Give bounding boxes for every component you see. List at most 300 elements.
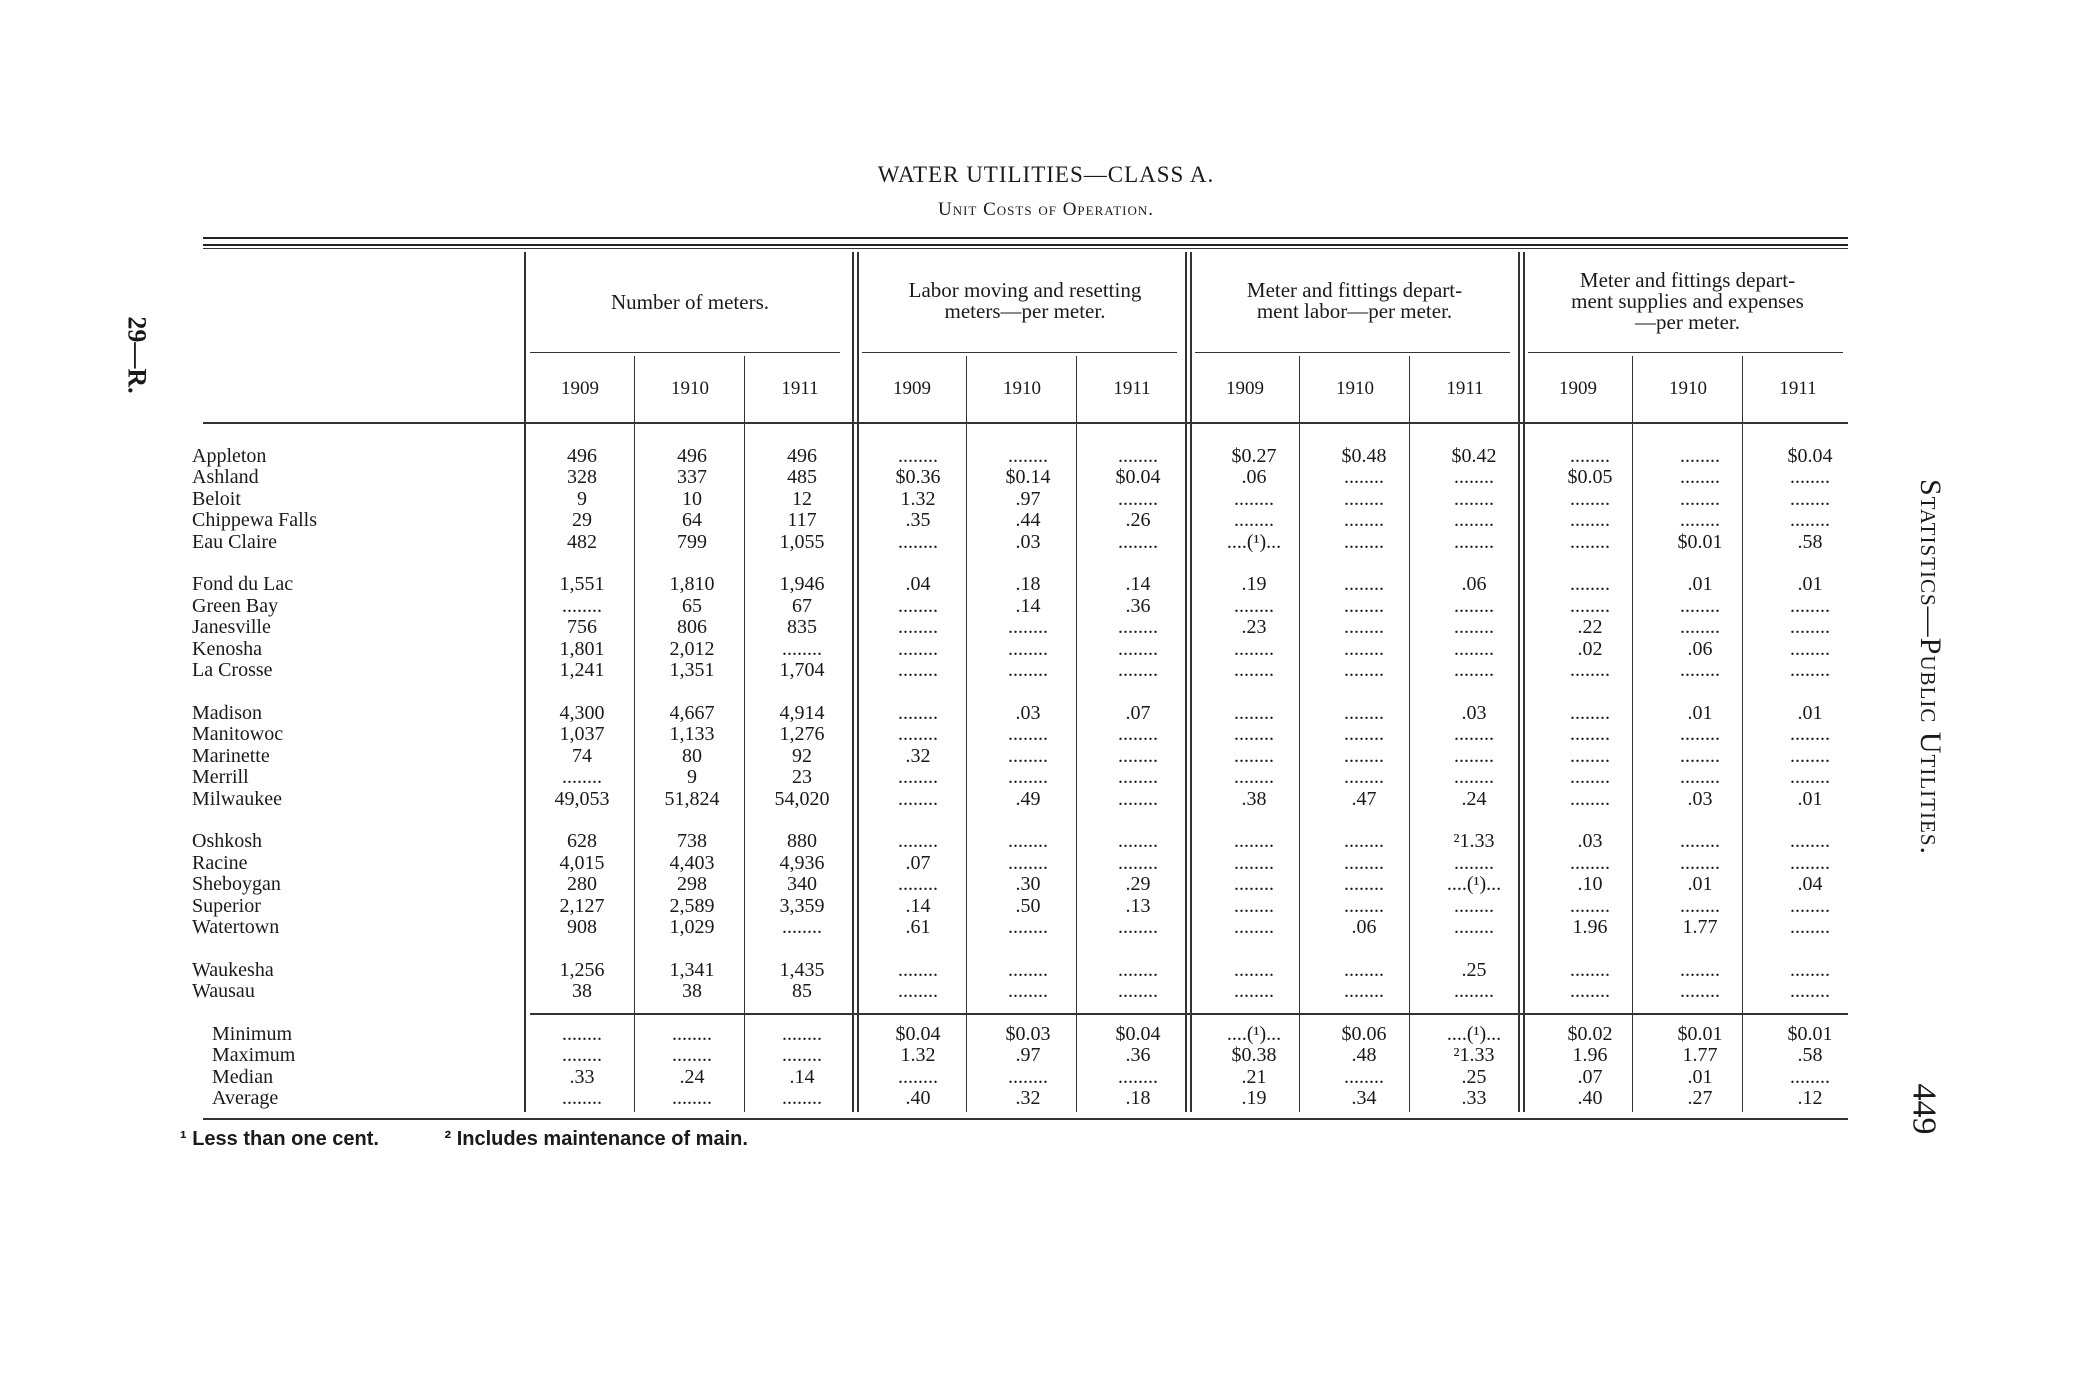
table-cell: ........ — [898, 659, 938, 682]
table-cell: .25 — [1461, 958, 1487, 981]
table-cell: 4,667 — [669, 701, 715, 724]
table-cell: ........ — [1680, 594, 1720, 617]
header-line: Meter and fittings depart- — [1579, 268, 1796, 292]
table-cell: .33 — [569, 1065, 595, 1088]
row-label: Madison — [192, 701, 262, 724]
table-cell: .19 — [1241, 1087, 1267, 1110]
table-cell: ........ — [1344, 530, 1384, 553]
year-label: 1910 — [1669, 378, 1707, 399]
table-cell: ........ — [1344, 616, 1384, 639]
table-row — [192, 852, 1865, 874]
table-cell: ........ — [1454, 723, 1494, 746]
table-cell: ........ — [1118, 958, 1158, 981]
table-cell: ........ — [562, 766, 602, 789]
table-cell: ........ — [1790, 487, 1830, 510]
group-spacer — [192, 1002, 1865, 1023]
table-cell: ........ — [1454, 487, 1494, 510]
table-cell: 49,053 — [554, 787, 610, 810]
table-cell: 4,300 — [559, 701, 605, 724]
table-row — [192, 702, 1865, 724]
side-label-left-text: 29—R. — [122, 316, 152, 394]
page-number — [1905, 1083, 1948, 1135]
table-cell: ........ — [898, 787, 938, 810]
table-cell: ........ — [1008, 766, 1048, 789]
table-cell: ........ — [1008, 723, 1048, 746]
table-cell: ........ — [1008, 916, 1048, 939]
table-cell: 1.96 — [1572, 1044, 1608, 1067]
table-cell: ........ — [898, 616, 938, 639]
table-cell: ........ — [672, 1044, 712, 1067]
table-cell: ........ — [1344, 851, 1384, 874]
table-cell: ........ — [1234, 744, 1274, 767]
table-cell: ........ — [1008, 659, 1048, 682]
table-cell: ........ — [1118, 659, 1158, 682]
top-rule-2 — [203, 244, 1848, 246]
year-label: 1910 — [671, 378, 709, 399]
group-spacer — [192, 681, 1865, 702]
table-cell: ........ — [1344, 659, 1384, 682]
table-cell: ²1.33 — [1453, 1044, 1495, 1067]
table-cell: ........ — [1570, 980, 1610, 1003]
table-cell: ........ — [562, 594, 602, 617]
table-cell: ........ — [1790, 466, 1830, 489]
table-cell: .34 — [1351, 1087, 1377, 1110]
table-cell: .13 — [1125, 894, 1151, 917]
table-cell: ........ — [1008, 980, 1048, 1003]
table-cell: .97 — [1015, 1044, 1041, 1067]
row-label: Superior — [192, 894, 261, 917]
table-cell: 880 — [787, 830, 817, 853]
table-cell: 3,359 — [779, 894, 825, 917]
table-cell: ........ — [1234, 851, 1274, 874]
table-cell: ........ — [1118, 830, 1158, 853]
table-cell: 1,029 — [669, 916, 715, 939]
group-underline — [1195, 352, 1510, 353]
table-cell: ........ — [1008, 830, 1048, 853]
table-cell: .23 — [1241, 616, 1267, 639]
table-cell: 64 — [682, 509, 702, 532]
bottom-rule — [203, 1118, 1848, 1120]
table-row — [192, 745, 1865, 767]
table-cell: ........ — [1570, 851, 1610, 874]
table-cell: .19 — [1241, 573, 1267, 596]
table-cell: 756 — [567, 616, 597, 639]
table-cell: ........ — [1454, 744, 1494, 767]
year-label: 1909 — [1559, 378, 1597, 399]
table-cell: ........ — [1118, 1065, 1158, 1088]
table-row — [192, 959, 1865, 981]
table-cell: .07 — [905, 851, 931, 874]
table-cell: ........ — [1344, 509, 1384, 532]
table-cell: ........ — [1008, 958, 1048, 981]
table-cell: ........ — [1790, 851, 1830, 874]
table-cell: .14 — [789, 1065, 815, 1088]
table-cell: 2,127 — [559, 894, 605, 917]
side-label-left — [118, 316, 178, 400]
table-cell: 1.32 — [900, 487, 936, 510]
table-cell: ........ — [1570, 766, 1610, 789]
row-label: Marinette — [192, 744, 270, 767]
header-line: Meter and fittings depart- — [1246, 278, 1463, 302]
table-cell: ........ — [1234, 916, 1274, 939]
page-number-text: 449 — [1905, 1083, 1943, 1135]
table-cell: ........ — [562, 1044, 602, 1067]
table-cell: .24 — [679, 1065, 705, 1088]
table-cell: ........ — [1570, 958, 1610, 981]
table-row — [192, 981, 1865, 1003]
table-cell: ........ — [672, 1022, 712, 1045]
table-cell: .18 — [1015, 573, 1041, 596]
table-cell: .01 — [1797, 787, 1823, 810]
year-label: 1909 — [1226, 378, 1264, 399]
table-cell: $0.06 — [1341, 1022, 1387, 1045]
table-row — [192, 660, 1865, 682]
header-fittings-labor — [1192, 280, 1517, 322]
table-cell: ........ — [1118, 487, 1158, 510]
table-cell: ........ — [1454, 766, 1494, 789]
table-cell: ........ — [1008, 1065, 1048, 1088]
table-cell: ....(¹)... — [1226, 530, 1282, 553]
table-cell: ........ — [1234, 873, 1274, 896]
table-cell: ........ — [1570, 444, 1610, 467]
year-label: 1911 — [781, 378, 819, 399]
table-cell: 835 — [787, 616, 817, 639]
table-cell: ........ — [1344, 980, 1384, 1003]
table-cell: ........ — [1790, 723, 1830, 746]
table-cell: $0.36 — [895, 466, 941, 489]
table-cell: ........ — [1008, 616, 1048, 639]
table-cell: .04 — [1797, 873, 1823, 896]
group-spacer — [192, 553, 1865, 574]
table-cell: .35 — [905, 509, 931, 532]
header-line: —per meter. — [1635, 310, 1740, 334]
table-cell: ........ — [1680, 744, 1720, 767]
table-cell: ........ — [1680, 723, 1720, 746]
table-cell: ........ — [1570, 744, 1610, 767]
table-cell: ........ — [1234, 723, 1274, 746]
table-cell: ........ — [898, 958, 938, 981]
row-label: Ashland — [192, 466, 259, 489]
table-cell: ........ — [1790, 659, 1830, 682]
table-cell: ........ — [898, 873, 938, 896]
table-cell: ........ — [1234, 509, 1274, 532]
table-cell: .04 — [905, 573, 931, 596]
table-cell: $0.04 — [895, 1022, 941, 1045]
table-row — [192, 488, 1865, 510]
table-row — [192, 1066, 1865, 1088]
table-cell: ........ — [898, 1065, 938, 1088]
table-cell: ........ — [1680, 830, 1720, 853]
table-cell: .07 — [1577, 1065, 1603, 1088]
year-label: 1909 — [561, 378, 599, 399]
table-cell: 4,015 — [559, 851, 605, 874]
table-cell: ........ — [1234, 487, 1274, 510]
table-cell: ²1.33 — [1453, 830, 1495, 853]
table-cell: .40 — [1577, 1087, 1603, 1110]
table-cell: ........ — [1680, 851, 1720, 874]
table-cell: ........ — [1680, 766, 1720, 789]
table-cell: ........ — [1344, 594, 1384, 617]
table-cell: 1,055 — [779, 530, 825, 553]
header-number-of-meters — [530, 292, 850, 313]
table-cell: ........ — [1680, 466, 1720, 489]
table-cell: .36 — [1125, 1044, 1151, 1067]
table-cell: ....(¹)... — [1446, 1022, 1502, 1045]
table-cell: ........ — [1454, 659, 1494, 682]
table-row — [192, 917, 1865, 939]
header-line: meters—per meter. — [944, 299, 1106, 323]
page-subtitle: Unit Costs of Operation. — [937, 199, 1155, 220]
table-cell: .24 — [1461, 787, 1487, 810]
top-rule-3 — [203, 248, 1848, 249]
table-cell: 298 — [677, 873, 707, 896]
table-cell: ........ — [782, 1022, 822, 1045]
table-cell: 496 — [567, 444, 597, 467]
table-cell: $0.04 — [1115, 466, 1161, 489]
table-cell: 38 — [682, 980, 702, 1003]
running-head-text: Statistics—Public Utilities. — [1914, 479, 1947, 855]
table-cell: ........ — [1008, 637, 1048, 660]
table-cell: ........ — [1680, 958, 1720, 981]
table-cell: 496 — [677, 444, 707, 467]
table-cell: .32 — [1015, 1087, 1041, 1110]
table-cell: ........ — [1570, 787, 1610, 810]
table-cell: ........ — [1118, 980, 1158, 1003]
table-cell: .07 — [1125, 701, 1151, 724]
table-cell: .01 — [1687, 701, 1713, 724]
table-cell: ........ — [898, 594, 938, 617]
table-cell: 54,020 — [774, 787, 830, 810]
table-cell: ........ — [898, 766, 938, 789]
table-cell: ........ — [1344, 701, 1384, 724]
table-cell: ........ — [898, 723, 938, 746]
row-label: Beloit — [192, 487, 241, 510]
table-cell: ........ — [1790, 958, 1830, 981]
group-spacer — [192, 938, 1865, 959]
table-cell: .26 — [1125, 509, 1151, 532]
table-cell: ........ — [898, 830, 938, 853]
spacer-cell — [192, 810, 1865, 831]
table-cell: 806 — [677, 616, 707, 639]
table-cell: 23 — [792, 766, 812, 789]
table-cell: .40 — [905, 1087, 931, 1110]
table-cell: 67 — [792, 594, 812, 617]
table-cell: ........ — [1570, 701, 1610, 724]
table-cell: 1,037 — [559, 723, 605, 746]
table-cell: 1,341 — [669, 958, 715, 981]
table-cell: .12 — [1797, 1087, 1823, 1110]
row-label: Chippewa Falls — [192, 509, 317, 532]
table-cell: ........ — [1344, 723, 1384, 746]
table-cell: ........ — [1344, 894, 1384, 917]
table-cell: .06 — [1241, 466, 1267, 489]
table-cell: ........ — [1454, 980, 1494, 1003]
table-cell: 1,133 — [669, 723, 715, 746]
table-cell: ........ — [898, 701, 938, 724]
row-label: Merrill — [192, 766, 249, 789]
table-cell: ........ — [1790, 830, 1830, 853]
table-cell: ........ — [1680, 487, 1720, 510]
table-row — [192, 595, 1865, 617]
table-cell: .36 — [1125, 594, 1151, 617]
row-label: Green Bay — [192, 594, 279, 617]
table-cell: .01 — [1797, 573, 1823, 596]
table-cell: .61 — [905, 916, 931, 939]
table-cell: ........ — [1234, 637, 1274, 660]
table-cell: .29 — [1125, 873, 1151, 896]
table-cell: ........ — [1680, 659, 1720, 682]
header-fittings-supplies — [1525, 270, 1850, 333]
table-cell: 482 — [567, 530, 597, 553]
row-label: Waukesha — [192, 958, 274, 981]
row-label: Manitowoc — [192, 723, 284, 746]
group-underline — [530, 352, 840, 353]
table-cell: 1,276 — [779, 723, 825, 746]
table-cell: 799 — [677, 530, 707, 553]
table-cell: .03 — [1015, 530, 1041, 553]
table-cell: $0.04 — [1115, 1022, 1161, 1045]
table-cell: ........ — [898, 444, 938, 467]
table-cell: .03 — [1461, 701, 1487, 724]
table-cell: $0.04 — [1787, 444, 1833, 467]
table-cell: 92 — [792, 744, 812, 767]
table-row — [192, 788, 1865, 810]
row-label: Wausau — [192, 980, 255, 1003]
header-line: ment supplies and expenses — [1571, 289, 1804, 313]
table-cell: ........ — [1234, 594, 1274, 617]
table-cell: ....(¹)... — [1226, 1022, 1282, 1045]
table-row — [192, 874, 1865, 896]
table-cell: 1,551 — [559, 573, 605, 596]
table-cell: 38 — [572, 980, 592, 1003]
table-cell: ........ — [562, 1022, 602, 1045]
header-line: Labor moving and resetting — [908, 278, 1142, 302]
table-cell: ........ — [782, 1044, 822, 1067]
row-label: Average — [212, 1087, 279, 1110]
table-row — [192, 574, 1865, 596]
table-cell: 9 — [577, 487, 587, 510]
table-cell: $0.38 — [1231, 1044, 1277, 1067]
table-row — [192, 895, 1865, 917]
year-label: 1910 — [1336, 378, 1374, 399]
table-cell: ........ — [1790, 894, 1830, 917]
table-cell: ........ — [1344, 766, 1384, 789]
header-bottom-rule — [203, 422, 1848, 424]
table-cell: ........ — [898, 637, 938, 660]
row-label: Racine — [192, 851, 248, 874]
table-cell: ........ — [898, 530, 938, 553]
table-cell: ........ — [1234, 659, 1274, 682]
table-cell: ........ — [1344, 830, 1384, 853]
table-cell: ........ — [1008, 744, 1048, 767]
table-cell: ........ — [1680, 616, 1720, 639]
table-cell: .06 — [1461, 573, 1487, 596]
year-label: 1911 — [1113, 378, 1151, 399]
row-label: Fond du Lac — [192, 573, 294, 596]
table-cell: ........ — [1118, 787, 1158, 810]
table-cell: ........ — [1790, 980, 1830, 1003]
table-cell: 337 — [677, 466, 707, 489]
table-cell: ........ — [1008, 444, 1048, 467]
row-label: Janesville — [192, 616, 271, 639]
table-cell: ........ — [672, 1087, 712, 1110]
table-cell: ........ — [1118, 766, 1158, 789]
table-row — [192, 617, 1865, 639]
table-cell: ........ — [1790, 916, 1830, 939]
table-cell: 1.77 — [1682, 916, 1718, 939]
table-cell: ........ — [1344, 466, 1384, 489]
table-cell: .58 — [1797, 530, 1823, 553]
table-row — [192, 767, 1865, 789]
row-label: Oshkosh — [192, 830, 263, 853]
table-cell: .22 — [1577, 616, 1603, 639]
table-cell: 1,351 — [669, 659, 715, 682]
table-cell: ........ — [1454, 594, 1494, 617]
table-cell: ........ — [1790, 509, 1830, 532]
group-underline — [862, 352, 1177, 353]
row-label: Kenosha — [192, 637, 262, 660]
running-head — [1900, 430, 1960, 910]
table-cell: 1,946 — [779, 573, 825, 596]
table-cell: 74 — [572, 744, 592, 767]
table-cell: ........ — [1344, 958, 1384, 981]
table-cell: .97 — [1015, 487, 1041, 510]
table-cell: 4,936 — [779, 851, 825, 874]
page-title: WATER UTILITIES—CLASS A. — [877, 162, 1215, 187]
table-cell: ........ — [782, 637, 822, 660]
table-cell: ........ — [1680, 980, 1720, 1003]
table-cell: ........ — [1454, 851, 1494, 874]
table-cell: 65 — [682, 594, 702, 617]
table-cell: 10 — [682, 487, 702, 510]
table-cell: ........ — [1454, 466, 1494, 489]
group-underline — [1528, 352, 1843, 353]
table-cell: ........ — [562, 1087, 602, 1110]
table-cell: .33 — [1461, 1087, 1487, 1110]
table-cell: ........ — [1234, 958, 1274, 981]
table-cell: $0.01 — [1787, 1022, 1833, 1045]
table-cell: ........ — [782, 916, 822, 939]
table-cell: 2,589 — [669, 894, 715, 917]
top-rule-1 — [203, 237, 1848, 239]
year-label: 1911 — [1446, 378, 1484, 399]
table-cell: 1,704 — [779, 659, 825, 682]
table-cell: $0.48 — [1341, 444, 1387, 467]
table-cell: ........ — [1344, 573, 1384, 596]
table-cell: 2,012 — [669, 637, 715, 660]
year-label: 1911 — [1779, 378, 1817, 399]
table-cell: ........ — [1344, 487, 1384, 510]
spacer-cell — [192, 553, 1865, 574]
table-cell: $0.01 — [1677, 1022, 1723, 1045]
table-cell: 738 — [677, 830, 707, 853]
table-cell: 1,810 — [669, 573, 715, 596]
table-row — [192, 1045, 1865, 1067]
table-cell: .06 — [1687, 637, 1713, 660]
table-cell: ........ — [782, 1087, 822, 1110]
table-cell: 1.96 — [1572, 916, 1608, 939]
table-cell: 1,801 — [559, 637, 605, 660]
table-cell: ........ — [1454, 916, 1494, 939]
table-cell: ........ — [1118, 851, 1158, 874]
spacer-cell — [192, 681, 1865, 702]
spacer-cell — [192, 938, 1865, 959]
table-cell: 485 — [787, 466, 817, 489]
table-cell: ........ — [1570, 487, 1610, 510]
table-cell: $0.03 — [1005, 1022, 1051, 1045]
table-cell: 51,824 — [664, 787, 720, 810]
table-cell: 908 — [567, 916, 597, 939]
